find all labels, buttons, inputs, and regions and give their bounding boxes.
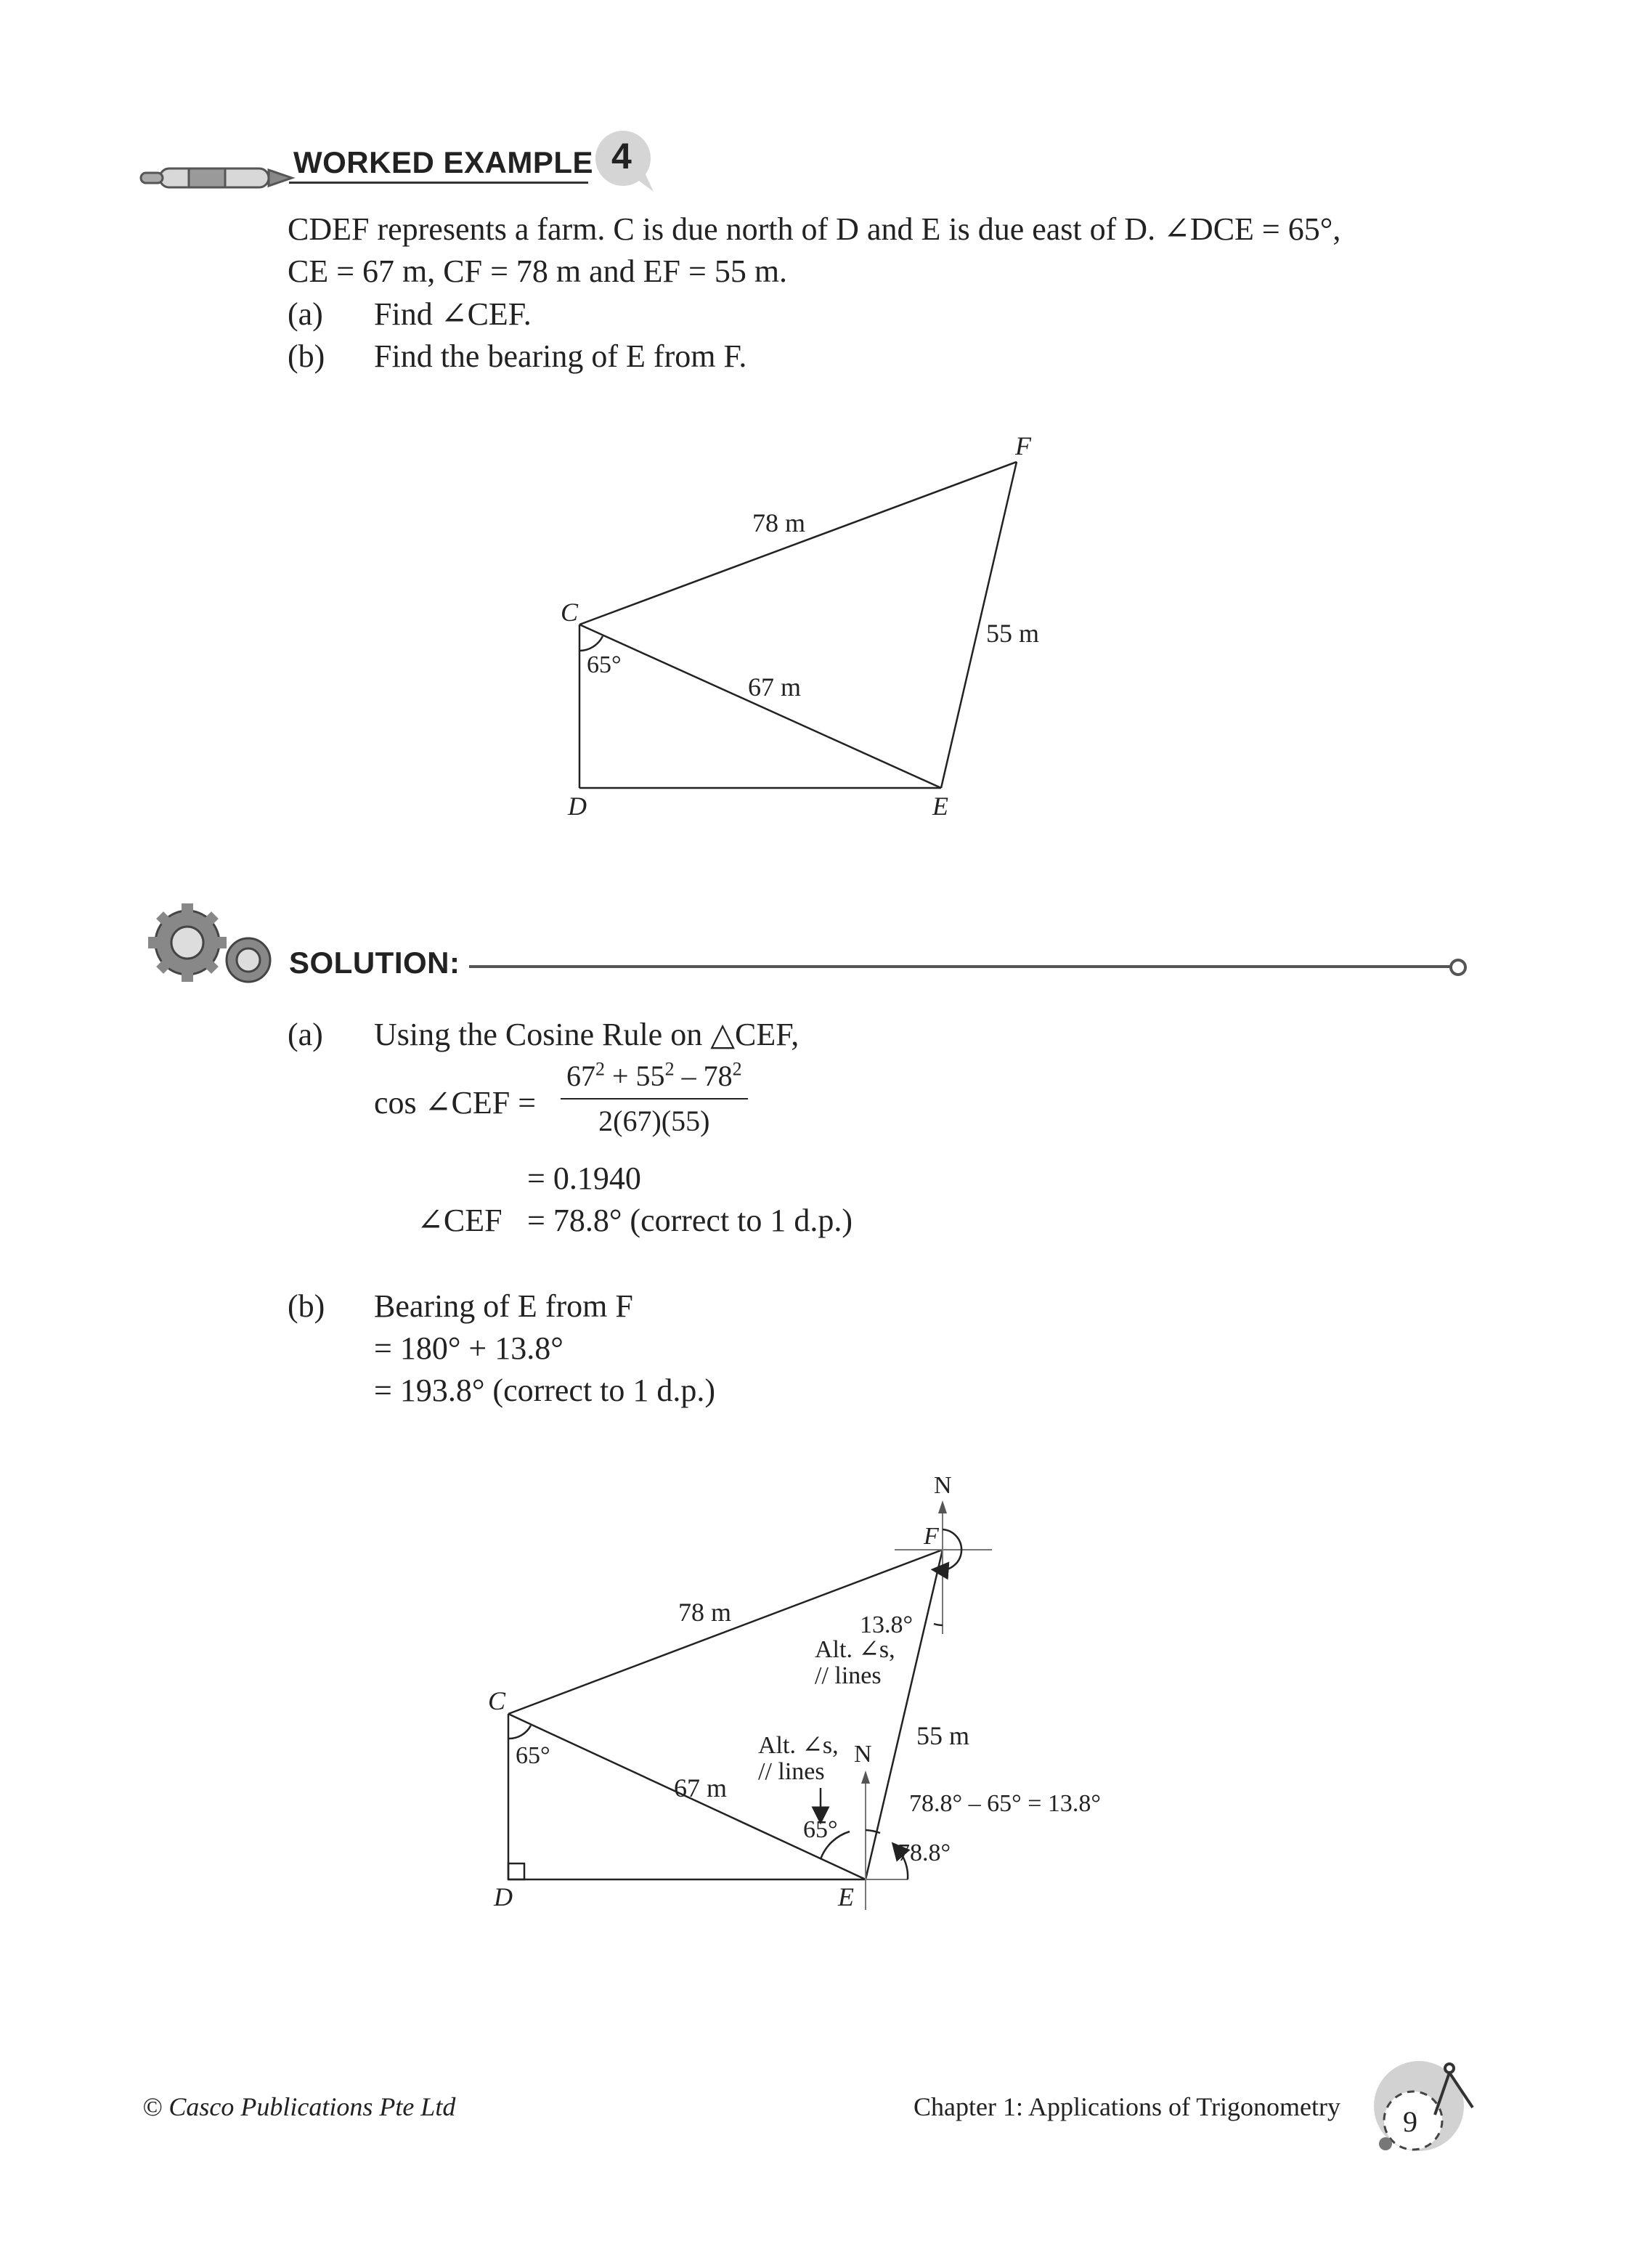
fig2-angle-f: 13.8°	[860, 1611, 914, 1638]
fraction-denominator: 2(67)(55)	[598, 1105, 710, 1137]
fig2-label-d: D	[494, 1882, 513, 1911]
figure-1-diagram	[0, 0, 1652, 871]
solution-step-2-rhs: = 78.8° (correct to 1 d.p.)	[527, 1203, 853, 1238]
gears-icon	[145, 901, 290, 995]
fig2-angle-c-arc	[508, 1725, 531, 1739]
solution-step-2-lhs: ∠CEF	[417, 1203, 502, 1238]
solution-heading: SOLUTION:	[289, 946, 460, 980]
fig2-alt1-line1: Alt. ∠s,	[815, 1636, 895, 1663]
fig1-line-ce	[579, 625, 941, 788]
fig2-calc: 78.8° – 65° = 13.8°	[909, 1790, 1101, 1817]
part-a-text: Find ∠CEF.	[374, 296, 532, 332]
problem-line-1: CDEF represents a farm. C is due north of D and E is due east of D. ∠DCE = 65°,	[288, 211, 1341, 247]
solution-b-label: (b)	[288, 1288, 325, 1324]
fig2-north-arrow-e	[861, 1771, 870, 1784]
fig1-line-cf	[579, 462, 1017, 625]
part-b-label: (b)	[288, 338, 325, 374]
part-b-text: Find the bearing of E from F.	[374, 338, 747, 374]
cosine-fraction	[561, 1057, 748, 1140]
fig2-line-ef	[866, 1550, 943, 1879]
fig2-angle-e65: 65°	[803, 1816, 838, 1843]
fig2-right-angle	[508, 1863, 524, 1879]
fraction-numerator: $67^2 + 55^2 - 78^2$	[561, 1057, 748, 1099]
solution-a-label: (a)	[288, 1017, 323, 1052]
fig1-angle-c: 65°	[587, 651, 622, 678]
fig1-cf-length: 78 m	[752, 508, 806, 537]
solution-a-intro: Using the Cosine Rule on △CEF,	[374, 1017, 799, 1052]
fig2-angle-c: 65°	[516, 1742, 550, 1769]
fig2-alt1-line2: // lines	[815, 1662, 882, 1689]
fig1-label-e: E	[932, 792, 948, 821]
cos-lhs: cos ∠CEF =	[374, 1085, 537, 1121]
footer-copyright: © Casco Publications Pte Ltd	[142, 2092, 456, 2121]
part-a-label: (a)	[288, 296, 323, 332]
fig2-alt2-line2: // lines	[758, 1758, 825, 1785]
solution-b-line-3: = 193.8° (correct to 1 d.p.)	[374, 1373, 716, 1408]
fig2-north-arrow-f	[938, 1500, 947, 1513]
footer-page-number: 9	[1403, 2105, 1417, 2138]
fig2-label-e: E	[838, 1882, 854, 1911]
fig2-alt2-line1: Alt. ∠s,	[758, 1732, 839, 1759]
figure-2-diagram	[0, 1452, 1652, 1961]
rule-end-circle	[1448, 957, 1468, 977]
problem-line-2: CE = 67 m, CF = 78 m and EF = 55 m.	[288, 253, 788, 289]
fig2-label-c: C	[488, 1686, 506, 1715]
fig1-ef-length: 55 m	[986, 619, 1040, 648]
fig1-label-c: C	[561, 598, 579, 627]
worked-example-number: 4	[611, 136, 632, 176]
solution-b-line-1: Bearing of E from F	[374, 1288, 633, 1324]
fig1-angle-arc	[579, 636, 603, 651]
solution-rule	[469, 965, 1452, 968]
solution-b-line-2: = 180° + 13.8°	[374, 1330, 563, 1366]
fig1-label-d: D	[568, 792, 587, 821]
fig1-label-f: F	[1015, 431, 1031, 460]
footer-chapter: Chapter 1: Applications of Trigonometry	[914, 2092, 1340, 2121]
fig2-cf-length: 78 m	[678, 1598, 732, 1627]
fig2-angle-f-arc	[934, 1624, 943, 1625]
fig2-label-n-e: N	[854, 1741, 872, 1768]
fig2-label-n-f: N	[934, 1472, 952, 1499]
fig2-angle-e788: 78.8°	[898, 1840, 951, 1866]
fig2-ce-length: 67 m	[674, 1773, 728, 1802]
worked-example-title: WORKED EXAMPLE	[293, 145, 594, 179]
fig2-label-f: F	[924, 1523, 939, 1550]
solution-step-1: = 0.1940	[527, 1160, 641, 1196]
fig2-ef-length: 55 m	[916, 1721, 970, 1750]
page-number-badge	[1365, 2055, 1489, 2171]
fig1-ce-length: 67 m	[748, 672, 802, 702]
